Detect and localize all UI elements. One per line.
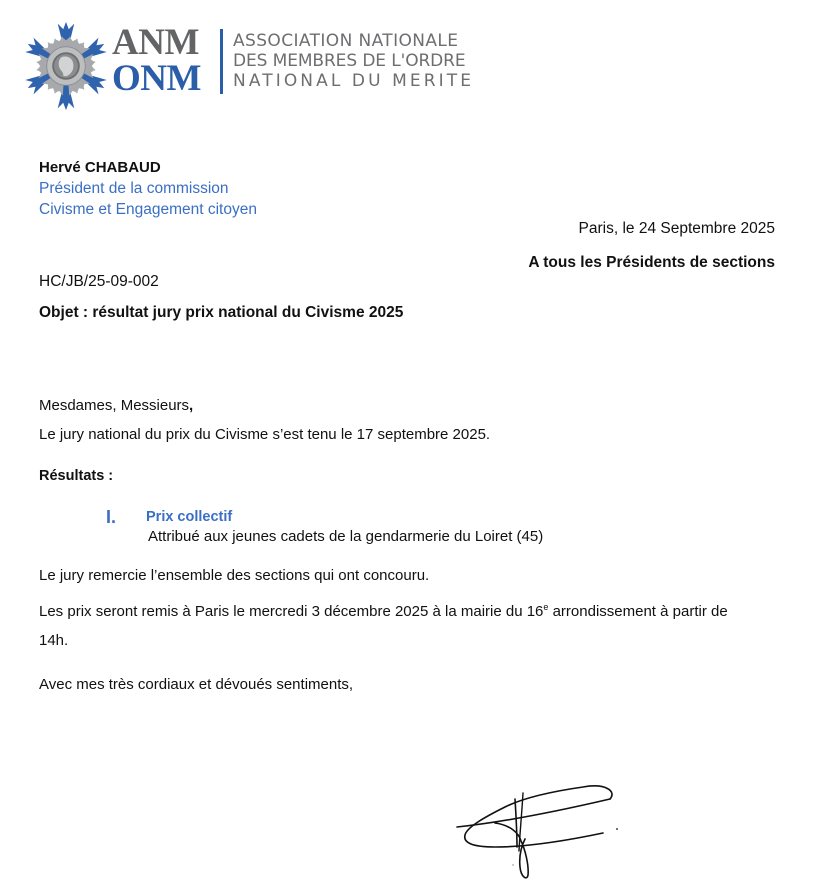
result-item-title: Prix collectif — [146, 509, 233, 525]
organization-name-line: ASSOCIATION NATIONALE — [233, 31, 459, 51]
sender-title-line: Civisme et Engagement citoyen — [39, 201, 257, 218]
ceremony-text: Les prix seront remis à Paris le mercredi 3 décembre 2025 à la mairie du 16 — [39, 603, 544, 620]
logo-acronym-anm: ANM — [112, 22, 199, 63]
results-heading: Résultats : — [39, 468, 114, 484]
organization-name-line: DES MEMBRES DE L'ORDRE — [233, 51, 466, 71]
order-of-merit-star-emblem-icon — [20, 20, 112, 112]
ceremony-paragraph — [39, 603, 728, 620]
subject-line: Objet : résultat jury prix national du Civisme 2025 — [39, 304, 404, 321]
reference-number: HC/JB/25-09-002 — [39, 273, 159, 290]
logo-acronym-onm: ONM — [112, 58, 201, 99]
salutation — [39, 397, 193, 414]
logo-divider — [220, 29, 223, 94]
sender-name: Hervé CHABAUD — [39, 159, 161, 176]
recipient: A tous les Présidents de sections — [528, 254, 775, 271]
result-item-description: Attribué aux jeunes cadets de la gendarmerie du Loiret (45) — [148, 528, 544, 545]
ordinal-superscript: e — [543, 602, 549, 612]
result-item-number: I. — [106, 507, 117, 527]
closing-formula: Avec mes très cordiaux et dévoués sentiments, — [39, 676, 354, 693]
salutation-punctuation: , — [189, 397, 194, 414]
intro-paragraph: Le jury national du prix du Civisme s’est tenu le 17 septembre 2025. — [39, 426, 491, 443]
salutation-text: Mesdames, Messieurs — [39, 397, 190, 414]
handwritten-signature-icon — [455, 785, 620, 885]
organization-name-line: NATIONAL DU MERITE — [233, 71, 475, 91]
organization-name — [233, 31, 474, 91]
thanks-paragraph: Le jury remercie l’ensemble des sections qui ont concouru. — [39, 567, 430, 584]
sender-title-line: Président de la commission — [39, 180, 229, 197]
ceremony-text: arrondissement à partir de — [548, 603, 728, 620]
ceremony-paragraph-continued: 14h. — [39, 632, 69, 649]
date-line: Paris, le 24 Septembre 2025 — [578, 220, 775, 237]
